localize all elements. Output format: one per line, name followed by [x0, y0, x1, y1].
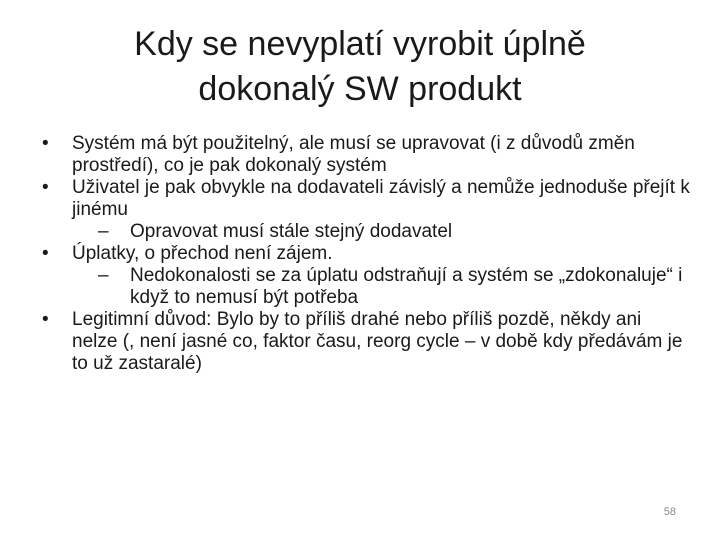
page-number: 58	[663, 506, 676, 518]
bullet-item	[30, 309, 690, 375]
slide-title	[60, 22, 660, 112]
sub-bullet-text: Nedokonalosti se za úplatu odstraňují a systém se „zdokonaluje“ i když to nemusí být potřeba	[130, 265, 683, 308]
bullet-text: Uživatel je pak obvykle na dodavateli závislý a nemůže jednoduše přejít k jinému	[72, 177, 690, 220]
sub-bullet-marker: –	[98, 265, 109, 286]
bullet-marker: •	[42, 177, 49, 198]
bullet-item	[30, 177, 690, 221]
bullet-text: Úplatky, o přechod není zájem.	[72, 243, 333, 264]
bullet-item	[30, 133, 690, 177]
bullet-marker: •	[42, 133, 49, 154]
bullet-text: Legitimní důvod: Bylo by to příliš drahé nebo příliš pozdě, někdy ani nelze (, není jasné co, faktor času, reorg cycle – v době kdy předávám je to už zastaralé)	[72, 309, 683, 374]
slide-title-line-1: Kdy se nevyplatí vyrobit úplně	[134, 25, 586, 63]
bullet-list	[30, 133, 690, 375]
bullet-marker: •	[42, 309, 49, 330]
bullet-marker: •	[42, 243, 49, 264]
sub-bullet-marker: –	[98, 221, 109, 242]
sub-bullet-text: Opravovat musí stále stejný dodavatel	[130, 221, 453, 242]
bullet-text: Systém má být použitelný, ale musí se upravovat (i z důvodů změn prostředí), co je pak dokonalý systém	[72, 133, 635, 176]
bullet-item	[30, 243, 690, 265]
slide-title-line-2: dokonalý SW produkt	[198, 69, 522, 108]
sub-bullet-item	[30, 221, 690, 243]
sub-bullet-item	[30, 265, 690, 309]
